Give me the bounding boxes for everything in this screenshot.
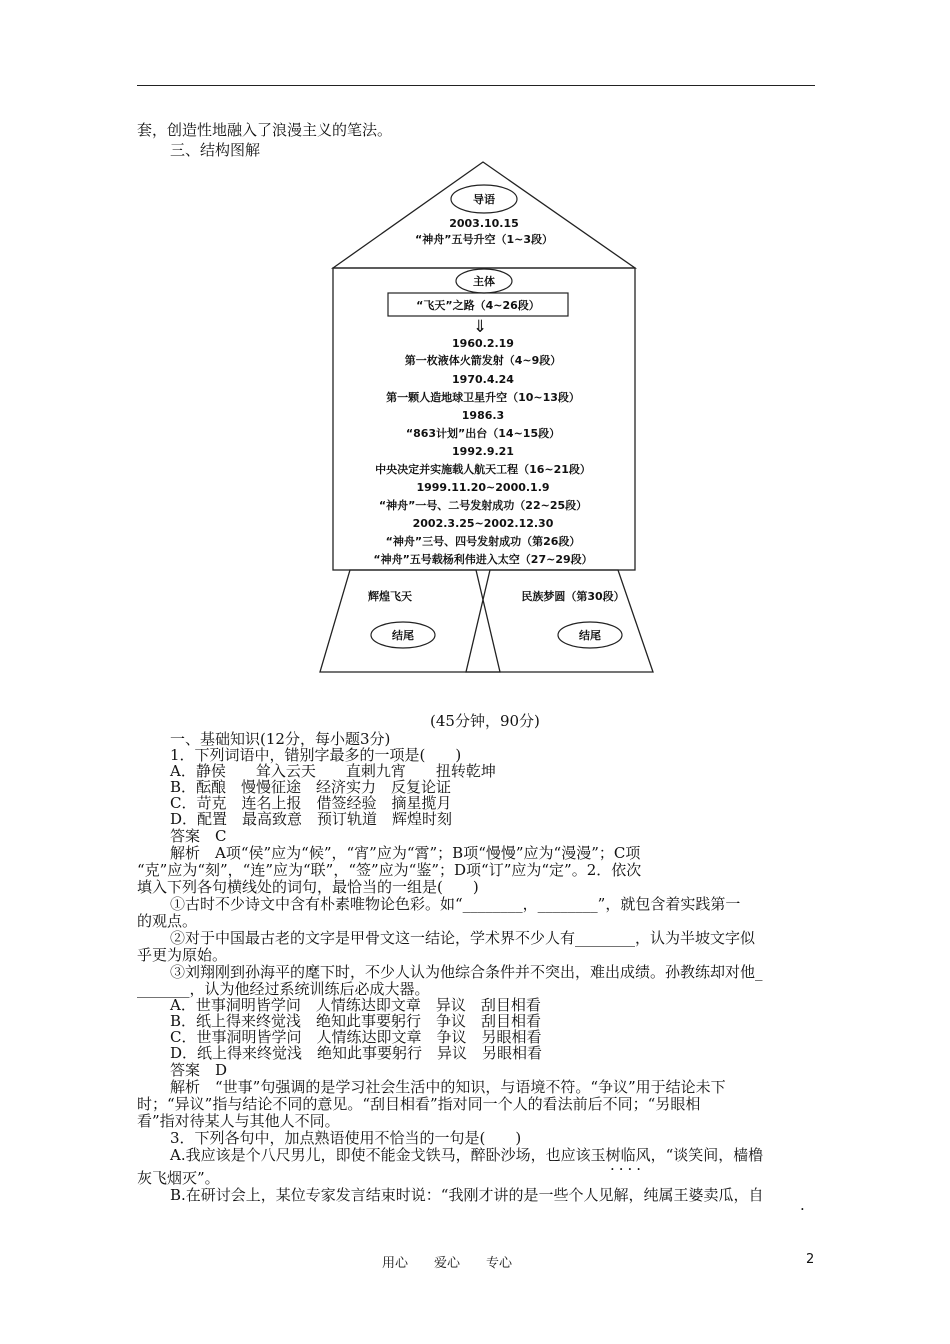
body-oval-label: 主体 [473,275,495,288]
body-box-label: “飞天”之路（4~26段） [416,299,540,312]
timeline-item: 1999.11.20~2000.1.9 [416,481,550,494]
time-score: (45分钟，90分) [430,712,540,730]
page-number: 2 [806,1252,815,1267]
option-a: A．静侯 耸入云天 直刺九宵 扭转乾坤 [170,762,496,780]
timeline-item: 第一枚液体火箭发射（4~9段） [404,354,562,367]
left-leg-label: 辉煌飞天 [368,590,412,603]
timeline-item: 2002.3.25~2002.12.30 [412,517,554,530]
q2-item-1-cont: 的观点。 [137,912,198,930]
answer-2: 答案 D [170,1061,228,1079]
q2-item-2-cont: 乎更为原始。 [137,946,228,964]
timeline-item: 1992.9.21 [452,445,514,458]
structure-diagram [318,160,658,680]
analysis-line: 解析 A项“侯”应为“候”，“宵”应为“霄”；B项“慢慢”应为“漫漫”；C项 [170,844,641,862]
q2-option-d: D．纸上得来终觉浅 绝知此事要躬行 异议 另眼相看 [170,1044,543,1062]
roof-text: “神舟”五号升空（1~3段） [415,233,553,246]
right-leg [466,570,653,672]
roof-triangle [333,162,635,268]
q2-option-c: C．世事洞明皆学问 人情练达即文章 争议 另眼相看 [170,1028,542,1046]
question-3: 3．下列各句中，加点熟语使用不恰当的一句是( ) [170,1129,522,1147]
q2-item-3: ③刘翔刚到孙海平的麾下时，不少人认为他综合条件并不突出，难出成绩。孙教练却对他_ [170,963,763,981]
left-leg [320,570,500,672]
q2-item-1: ①古时不少诗文中含有朴素唯物论色彩。如“________，________”，就包含着实践第一 [170,895,741,913]
analysis-2: 解析 “世事”句强调的是学习社会生活中的知识，与语境不符。“争议”用于结论未下 [170,1078,726,1096]
question-2: 填入下列各句横线处的词句，最恰当的一组是( ) [137,878,479,896]
option-d: D．配置 最高致意 预订轨道 辉煌时刻 [170,810,453,828]
timeline-item: 1970.4.24 [452,373,514,386]
q3-option-a: A.我应该是个八尺男儿，即使不能金戈铁马，醉卧沙场，也应该玉树临风，“谈笑间，樯橹 [170,1146,764,1164]
section-basic: 一、基础知识(12分，每小题3分) [170,730,391,748]
timeline-item: “863计划”出台（14~15段） [405,427,561,440]
header-rule [137,85,815,86]
q3-option-a-cont: 灰飞烟灭”。 [137,1169,220,1187]
q2-option-b: B．纸上得来终觉浅 绝知此事要躬行 争议 刮目相看 [170,1012,542,1030]
option-c: C．苛克 连名上报 借签经验 摘星揽月 [170,794,452,812]
timeline-item: 1986.3 [461,409,505,422]
footer-text: 用心 爱心 专心 [382,1256,513,1271]
answer-1: 答案 C [170,827,227,845]
q2-item-3-cont: _______，认为他经过系统训练后必成大器。 [137,980,430,998]
timeline-item: 1960.2.19 [452,337,514,350]
timeline-item: 第一颗人造地球卫星升空（10~13段） [386,391,580,404]
option-b: B．酝酿 慢慢征途 经济实力 反复论证 [170,778,452,796]
q3-option-b: B.在研讨会上，某位专家发言结束时说：“我刚才讲的是一些个人见解，纯属王婆卖瓜，自 [170,1186,764,1204]
down-arrow: ⇓ [472,317,488,337]
timeline-item: “神舟”一号、二号发射成功（22~25段） [378,499,588,512]
timeline-item: “神舟”五号载杨利伟进入太空（27~29段） [373,553,593,566]
section-heading: 三、结构图解 [170,141,261,159]
lead-line-1: 套，创造性地融入了浪漫主义的笔法。 [137,121,393,139]
right-leg-label: 民族梦圆（第30段） [521,590,625,603]
analysis-2-cont: 看”指对待某人与其他人不同。 [137,1112,340,1130]
q2-item-2: ②对于中国最古老的文字是甲骨文这一结论，学术界不少人有________，认为半坡文字似 [170,929,756,947]
left-oval-label: 结尾 [392,629,414,642]
emphasis-dots: ···· [610,1160,646,1178]
timeline-item: “神舟”三号、四号发射成功（第26段） [385,535,581,548]
question-1: 1．下列词语中，错别字最多的一项是( ) [170,746,462,764]
roof-date: 2003.10.15 [449,217,519,230]
analysis-2-cont: 时；“异议”指与结论不同的意见。“刮目相看”指对同一个人的看法前后不同；“另眼相 [137,1095,701,1113]
right-oval-label: 结尾 [579,629,601,642]
emphasis-dots: · [800,1200,809,1218]
analysis-line: “克”应为“刻”，“连”应为“联”，“签”应为“鉴”；D项“订”应为“定”。2．依次 [137,861,642,879]
q2-option-a: A．世事洞明皆学问 人情练达即文章 异议 刮目相看 [170,996,541,1014]
timeline-item: 中央决定并实施载人航天工程（16~21段） [375,463,591,476]
roof-oval-label: 导语 [473,193,495,206]
